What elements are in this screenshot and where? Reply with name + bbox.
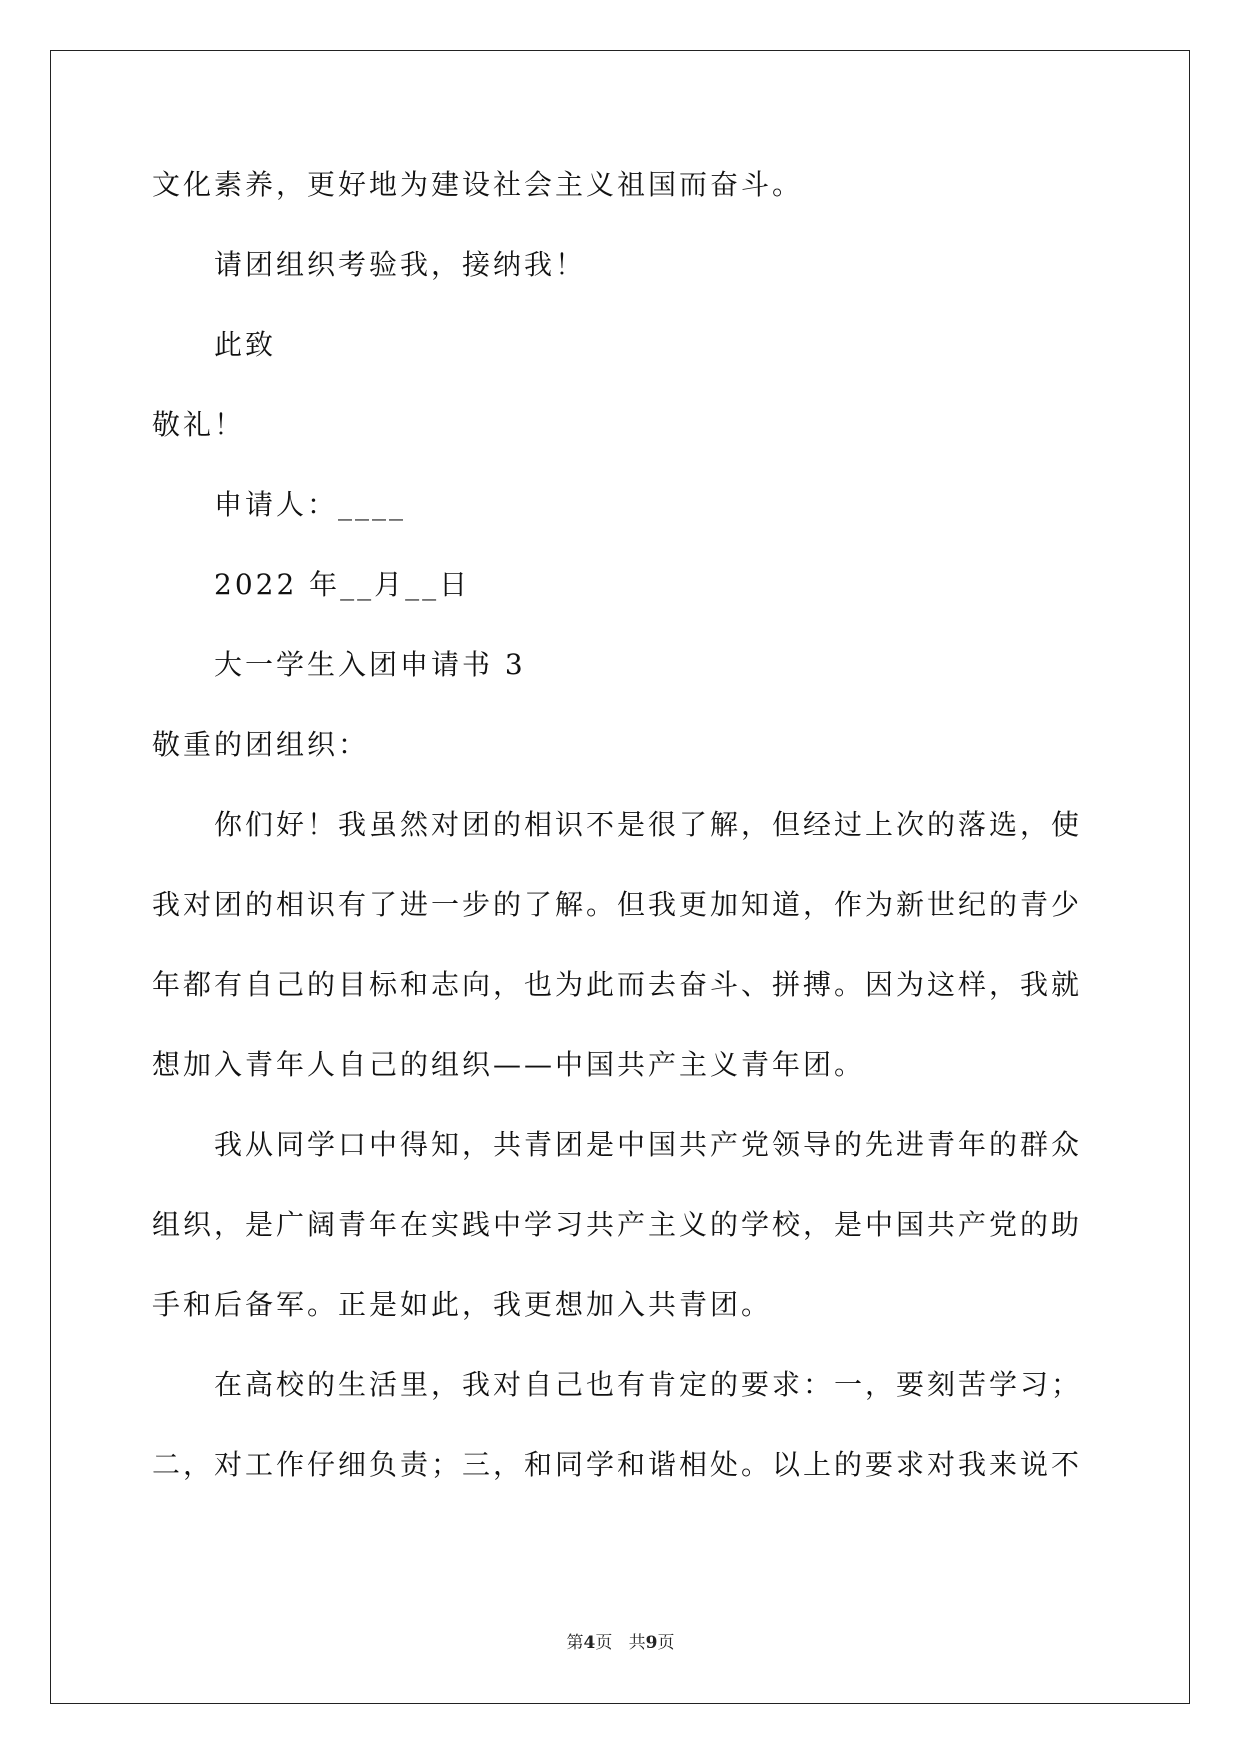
page-footer <box>0 1628 1241 1653</box>
footer-page-word: 页 <box>595 1633 613 1653</box>
text-line: 此致 <box>214 328 277 361</box>
salutation: 敬重的团组织： <box>152 728 370 761</box>
date-line: 2022 年__月__日 <box>214 568 471 601</box>
text-line: 请团组织考验我，接纳我！ <box>214 248 587 281</box>
total-pages-number: 9 <box>645 1633 658 1653</box>
applicant-line: 申请人：____ <box>214 488 407 521</box>
current-page-number: 4 <box>583 1633 596 1653</box>
text-line: 我对团的相识有了进一步的了解。但我更加知道，作为新世纪的青少 <box>152 888 1083 921</box>
footer-total-suffix: 页 <box>657 1633 675 1653</box>
text-line: 手和后备军。正是如此，我更想加入共青团。 <box>152 1288 773 1321</box>
text-line: 年都有自己的目标和志向，也为此而去奋斗、拼搏。因为这样，我就 <box>152 968 1083 1001</box>
footer-total-prefix: 共 <box>628 1633 646 1653</box>
text-line: 在高校的生活里，我对自己也有肯定的要求：一，要刻苦学习； <box>214 1368 1083 1401</box>
text-line: 敬礼！ <box>152 408 246 441</box>
footer-prefix: 第 <box>566 1633 584 1653</box>
text-line: 想加入青年人自己的组织——中国共产主义青年团。 <box>152 1048 866 1081</box>
text-line: 你们好！我虽然对团的相识不是很了解，但经过上次的落选，使 <box>214 808 1083 841</box>
text-line: 我从同学口中得知，共青团是中国共产党领导的先进青年的群众 <box>214 1128 1083 1161</box>
section-title: 大一学生入团申请书 3 <box>214 648 526 681</box>
text-line: 组织，是广阔青年在实践中学习共产主义的学校，是中国共产党的助 <box>152 1208 1083 1241</box>
text-line: 文化素养，更好地为建设社会主义祖国而奋斗。 <box>152 168 804 201</box>
text-line: 二，对工作仔细负责；三，和同学和谐相处。以上的要求对我来说不 <box>152 1448 1083 1481</box>
